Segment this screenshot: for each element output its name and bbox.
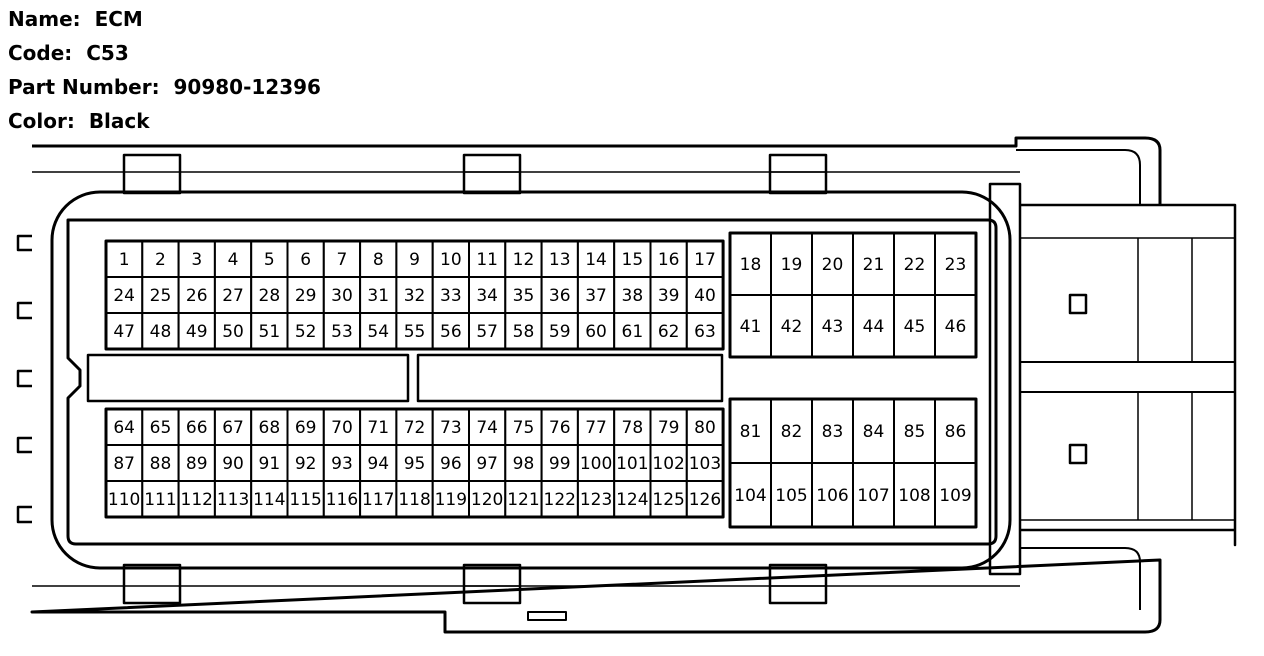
pin-label: 61 [621,322,644,342]
pin-label: 105 [775,486,808,506]
pin-label: 39 [657,286,680,306]
pin-54 [360,313,396,349]
pin-58 [505,313,541,349]
pin-67 [215,409,251,445]
pin-label: 54 [367,322,390,342]
pin-57 [469,313,505,349]
pin-label: 26 [185,286,208,306]
pin-90 [215,445,251,481]
part-number-value: 90980-12396 [173,75,321,99]
pin-label: 121 [507,490,540,510]
pin-5 [251,241,287,277]
pin-26 [179,277,215,313]
pin-label: 119 [434,490,468,510]
pin-label: 23 [944,255,967,275]
pin-label: 45 [903,317,926,337]
pin-label: 34 [476,286,498,306]
pin-65 [142,409,178,445]
pin-17 [687,241,723,277]
pin-label: 74 [476,418,498,438]
pin-label: 123 [579,490,613,510]
pin-label: 98 [512,454,535,474]
pin-23 [935,233,976,295]
pin-18 [730,233,771,295]
pin-111 [142,481,178,517]
pin-label: 66 [185,418,208,438]
pin-103 [687,445,723,481]
pin-101 [614,445,650,481]
pin-label: 28 [258,286,281,306]
pin-label: 27 [222,286,244,306]
pin-label: 41 [739,317,762,337]
pin-72 [396,409,432,445]
pin-label: 1 [118,250,130,270]
pin-83 [812,399,853,463]
pin-label: 93 [331,454,353,474]
pin-102 [651,445,687,481]
pin-label: 3 [191,250,203,270]
pin-label: 35 [512,286,535,306]
pin-label: 79 [657,418,680,438]
pin-label: 104 [734,486,767,506]
pin-6 [288,241,324,277]
pin-label: 17 [694,250,716,270]
pin-label: 47 [113,322,135,342]
pin-label: 89 [185,454,208,474]
pin-40 [687,277,723,313]
pin-label: 70 [331,418,353,438]
pin-53 [324,313,360,349]
pin-10 [433,241,469,277]
pin-label: 101 [616,454,649,474]
pin-label: 71 [367,418,390,438]
pin-64 [106,409,142,445]
pin-66 [179,409,215,445]
pin-label: 87 [113,454,135,474]
pin-60 [578,313,614,349]
pin-label: 57 [476,322,498,342]
pin-32 [396,277,432,313]
pin-label: 92 [294,454,317,474]
pin-114 [251,481,287,517]
code-label: Code: [8,41,73,65]
pin-label: 20 [821,255,844,275]
pin-9 [396,241,432,277]
pin-34 [469,277,505,313]
pin-label: 115 [289,490,322,510]
pin-29 [288,277,324,313]
pin-label: 100 [579,454,613,474]
pin-label: 113 [216,490,250,510]
pin-104 [730,463,771,527]
pin-label: 15 [621,250,644,270]
pin-label: 109 [939,486,972,506]
pin-label: 102 [652,454,685,474]
pin-50 [215,313,251,349]
pin-51 [251,313,287,349]
pin-105 [771,463,812,527]
pin-12 [505,241,541,277]
pin-label: 78 [621,418,644,438]
pin-41 [730,295,771,357]
pin-label: 19 [780,255,803,275]
pin-63 [687,313,723,349]
pin-76 [542,409,578,445]
pin-label: 18 [739,255,762,275]
pin-label: 107 [857,486,890,506]
pin-label: 33 [440,286,462,306]
pin-2 [142,241,178,277]
pin-84 [853,399,894,463]
pin-91 [251,445,287,481]
pin-label: 32 [403,286,426,306]
pin-label: 82 [780,422,803,442]
pin-124 [614,481,650,517]
pin-label: 36 [548,286,571,306]
pin-3 [179,241,215,277]
pin-label: 2 [155,250,166,270]
pin-label: 48 [149,322,172,342]
pin-label: 7 [336,250,348,270]
pin-68 [251,409,287,445]
pin-123 [578,481,614,517]
pin-8 [360,241,396,277]
pin-label: 91 [258,454,281,474]
pin-20 [812,233,853,295]
pin-label: 14 [585,250,607,270]
pin-label: 53 [331,322,353,342]
pin-121 [505,481,541,517]
pin-label: 46 [944,317,967,337]
pin-59 [542,313,578,349]
pin-label: 38 [621,286,644,306]
pin-label: 62 [657,322,680,342]
code-value: C53 [86,41,129,65]
pin-38 [614,277,650,313]
pin-44 [853,295,894,357]
pin-37 [578,277,614,313]
pin-label: 114 [253,490,286,510]
pin-label: 56 [440,322,462,342]
pin-52 [288,313,324,349]
pin-92 [288,445,324,481]
pin-75 [505,409,541,445]
pin-label: 43 [821,317,844,337]
pin-69 [288,409,324,445]
pin-87 [106,445,142,481]
pin-label: 84 [862,422,885,442]
pin-19 [771,233,812,295]
pin-31 [360,277,396,313]
pin-88 [142,445,178,481]
pin-118 [396,481,432,517]
pin-label: 22 [903,255,926,275]
pin-label: 85 [903,422,926,442]
pin-label: 120 [470,490,504,510]
pin-108 [894,463,935,527]
pin-label: 65 [149,418,172,438]
pin-93 [324,445,360,481]
pin-11 [469,241,505,277]
pin-label: 9 [409,250,420,270]
pin-grid [106,233,976,527]
pin-27 [215,277,251,313]
pin-label: 99 [548,454,571,474]
pin-label: 59 [548,322,571,342]
pin-28 [251,277,287,313]
pin-label: 63 [694,322,716,342]
pin-label: 122 [543,490,576,510]
pin-label: 5 [263,250,275,270]
pin-112 [179,481,215,517]
pin-73 [433,409,469,445]
pin-label: 6 [300,250,312,270]
pin-label: 29 [294,286,317,306]
pin-45 [894,295,935,357]
pin-label: 30 [331,286,353,306]
pin-62 [651,313,687,349]
pin-label: 95 [403,454,426,474]
pin-label: 88 [149,454,172,474]
pin-label: 58 [512,322,535,342]
pin-47 [106,313,142,349]
pin-label: 12 [512,250,535,270]
pin-77 [578,409,614,445]
pin-label: 69 [294,418,317,438]
pin-81 [730,399,771,463]
pin-label: 86 [944,422,967,442]
pin-74 [469,409,505,445]
pin-label: 37 [585,286,607,306]
pin-label: 13 [548,250,571,270]
pin-label: 49 [185,322,208,342]
pin-label: 108 [898,486,931,506]
pin-label: 68 [258,418,281,438]
pin-80 [687,409,723,445]
pin-label: 80 [694,418,716,438]
pin-label: 10 [440,250,462,270]
pin-16 [651,241,687,277]
pin-label: 21 [862,255,885,275]
pin-label: 116 [325,490,359,510]
pin-107 [853,463,894,527]
pin-label: 112 [180,490,213,510]
pin-label: 124 [616,490,649,510]
pin-label: 67 [222,418,244,438]
pin-116 [324,481,360,517]
pin-89 [179,445,215,481]
pin-label: 77 [585,418,607,438]
pin-label: 42 [780,317,803,337]
pin-label: 106 [816,486,849,506]
pin-113 [215,481,251,517]
pin-109 [935,463,976,527]
pin-label: 76 [548,418,571,438]
connector-housing [18,138,1235,632]
pin-label: 55 [403,322,426,342]
pin-14 [578,241,614,277]
pin-70 [324,409,360,445]
pin-79 [651,409,687,445]
pin-1 [106,241,142,277]
name-value: ECM [94,7,143,31]
pin-48 [142,313,178,349]
pin-125 [651,481,687,517]
pin-110 [106,481,142,517]
pin-120 [469,481,505,517]
pin-39 [651,277,687,313]
pin-label: 64 [113,418,135,438]
pin-label: 44 [862,317,885,337]
pin-117 [360,481,396,517]
pin-82 [771,399,812,463]
pin-label: 40 [694,286,716,306]
pin-label: 60 [585,322,607,342]
pin-42 [771,295,812,357]
pin-4 [215,241,251,277]
pin-97 [469,445,505,481]
pin-71 [360,409,396,445]
pin-22 [894,233,935,295]
pin-label: 52 [294,322,317,342]
pin-label: 90 [222,454,244,474]
pin-label: 16 [657,250,680,270]
pin-label: 4 [227,250,239,270]
pin-30 [324,277,360,313]
pin-49 [179,313,215,349]
pin-label: 83 [821,422,844,442]
pin-85 [894,399,935,463]
pin-label: 103 [688,454,722,474]
pin-15 [614,241,650,277]
part-number-label: Part Number: [8,75,160,99]
pin-label: 110 [107,490,141,510]
pin-25 [142,277,178,313]
pin-115 [288,481,324,517]
pin-95 [396,445,432,481]
pin-label: 96 [440,454,462,474]
pin-label: 75 [512,418,535,438]
pin-7 [324,241,360,277]
pin-86 [935,399,976,463]
pin-61 [614,313,650,349]
pin-label: 94 [367,454,390,474]
pin-label: 72 [403,418,426,438]
pin-43 [812,295,853,357]
pin-55 [396,313,432,349]
pin-94 [360,445,396,481]
pin-98 [505,445,541,481]
color-label: Color: [8,109,75,133]
pin-100 [578,445,614,481]
pin-label: 50 [222,322,244,342]
pin-label: 11 [476,250,498,270]
pin-36 [542,277,578,313]
pin-label: 117 [362,490,395,510]
pin-label: 118 [398,490,431,510]
pin-96 [433,445,469,481]
pin-label: 8 [372,250,384,270]
name-label: Name: [8,7,81,31]
pin-99 [542,445,578,481]
color-value: Black [88,109,150,133]
pin-label: 25 [149,286,172,306]
pin-label: 126 [688,490,722,510]
pin-78 [614,409,650,445]
pin-label: 97 [476,454,498,474]
pin-122 [542,481,578,517]
pin-33 [433,277,469,313]
pin-label: 125 [652,490,685,510]
pin-106 [812,463,853,527]
pin-label: 31 [367,286,390,306]
pin-24 [106,277,142,313]
pin-label: 81 [739,422,762,442]
pin-56 [433,313,469,349]
pin-label: 24 [113,286,135,306]
pin-126 [687,481,723,517]
pin-label: 51 [258,322,281,342]
pin-13 [542,241,578,277]
pin-46 [935,295,976,357]
pin-21 [853,233,894,295]
pin-35 [505,277,541,313]
pin-119 [433,481,469,517]
pin-label: 111 [144,490,177,510]
pin-label: 73 [440,418,462,438]
